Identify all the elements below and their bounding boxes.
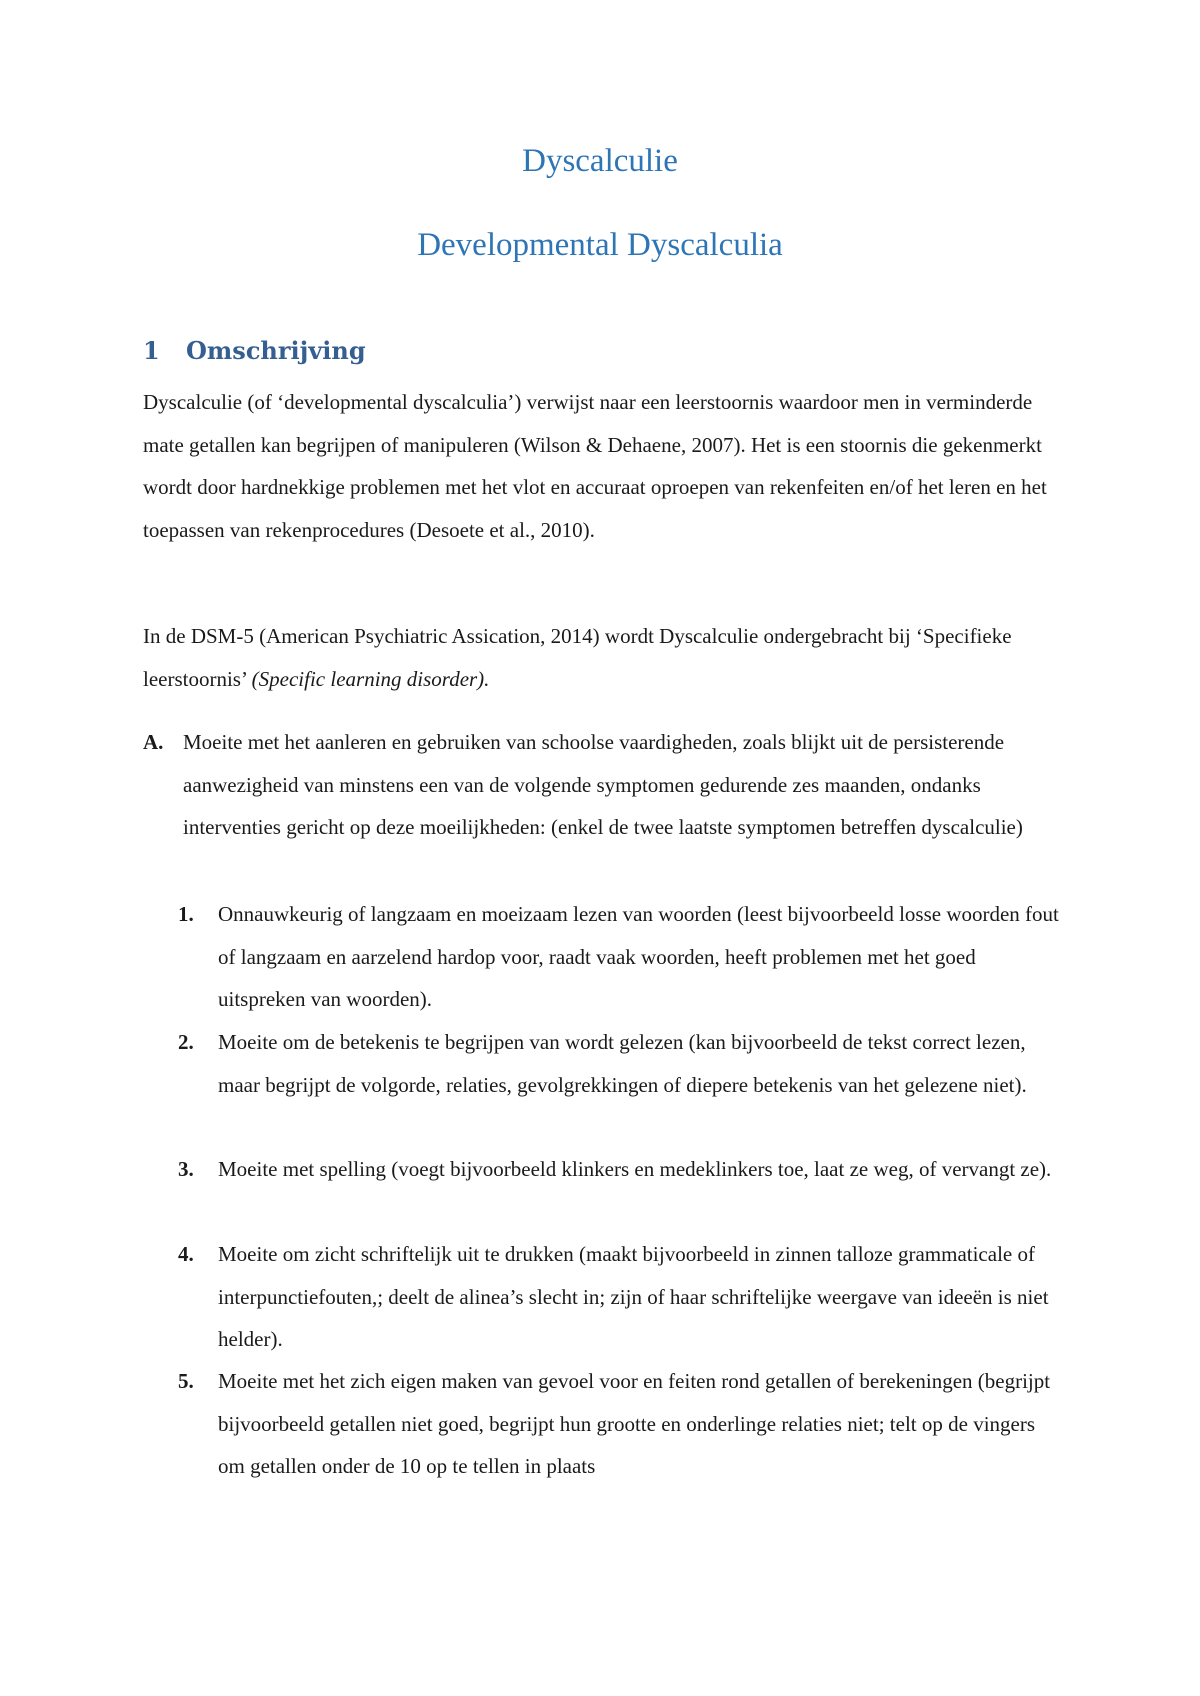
dsm-paragraph-text: In de DSM-5 (American Psychiatric Assication, 2014) wordt Dyscalculie ondergebracht bij ‘Specifieke leerstoornis’: [143, 624, 1012, 691]
list-item: [178, 1360, 1063, 1488]
list-item-marker: 2.: [178, 1030, 194, 1054]
criterion-a-marker: A.: [143, 730, 164, 754]
list-item-marker: 1.: [178, 902, 194, 926]
list-item-marker: 5.: [178, 1369, 194, 1393]
intro-paragraph: Dyscalculie (of ‘developmental dyscalculia’) verwijst naar een leerstoornis waardoor men in verminderde mate getallen kan begrijpen of manipuleren (Wilson & Dehaene, 2007). Het is een stoornis die gekenmerkt wordt door hardnekkige problemen met het vlot en accuraat oproepen van rekenfeiten en/of het leren en het toepassen van rekenprocedures (Desoete et al., 2010).: [143, 390, 1047, 542]
list-item: [178, 893, 1063, 1021]
list-item-text: Moeite met spelling (voegt bijvoorbeeld klinkers en medeklinkers toe, laat ze weg, of vervangt ze).: [218, 1157, 1052, 1181]
list-item-text: Moeite om zicht schriftelijk uit te drukken (maakt bijvoorbeeld in zinnen talloze grammaticale of interpunctiefouten,; deelt de alinea’s slecht in; zijn of haar schriftelijke weergave van ideeën is niet helder).: [218, 1242, 1049, 1351]
criterion-a: [143, 721, 1063, 849]
list-item-text: Moeite met het zich eigen maken van gevoel voor en feiten rond getallen of berekeningen (begrijpt bijvoorbeeld getallen niet goed, begrijpt hun grootte en onderlinge relaties niet; telt op de vingers om getallen onder de 10 op te tellen in plaats: [218, 1369, 1051, 1478]
section-number: 1: [143, 336, 160, 365]
document-title: Dyscalculie: [522, 143, 678, 179]
list-item: [178, 1148, 1063, 1191]
list-item: [178, 1021, 1063, 1106]
section-title: Omschrijving: [186, 336, 366, 365]
list-item-marker: 3.: [178, 1157, 194, 1181]
list-item-marker: 4.: [178, 1242, 194, 1266]
document-subtitle: Developmental Dyscalculia: [417, 227, 783, 263]
dsm-paragraph-italic: (Specific learning disorder).: [251, 666, 490, 691]
list-item: [178, 1233, 1063, 1361]
list-item-text: Onnauwkeurig of langzaam en moeizaam lezen van woorden (leest bijvoorbeeld losse woorden fout of langzaam en aarzelend hardop voor, raadt vaak woorden, heeft problemen met het goed uitspreken van woorden).: [218, 902, 1059, 1011]
dsm-paragraph: [143, 615, 1063, 700]
list-item-text: Moeite om de betekenis te begrijpen van wordt gelezen (kan bijvoorbeeld de tekst correct lezen, maar begrijpt de volgorde, relaties, gevolgrekkingen of diepere betekenis van het gelezene niet).: [218, 1030, 1027, 1097]
section-heading: [143, 336, 366, 365]
criterion-a-text: Moeite met het aanleren en gebruiken van schoolse vaardigheden, zoals blijkt uit de persisterende aanwezigheid van minstens een van de volgende symptomen gedurende zes maanden, ondanks interventies gericht op deze moeilijkheden: (enkel de twee laatste symptomen betreffen dyscalculie): [183, 730, 1023, 839]
